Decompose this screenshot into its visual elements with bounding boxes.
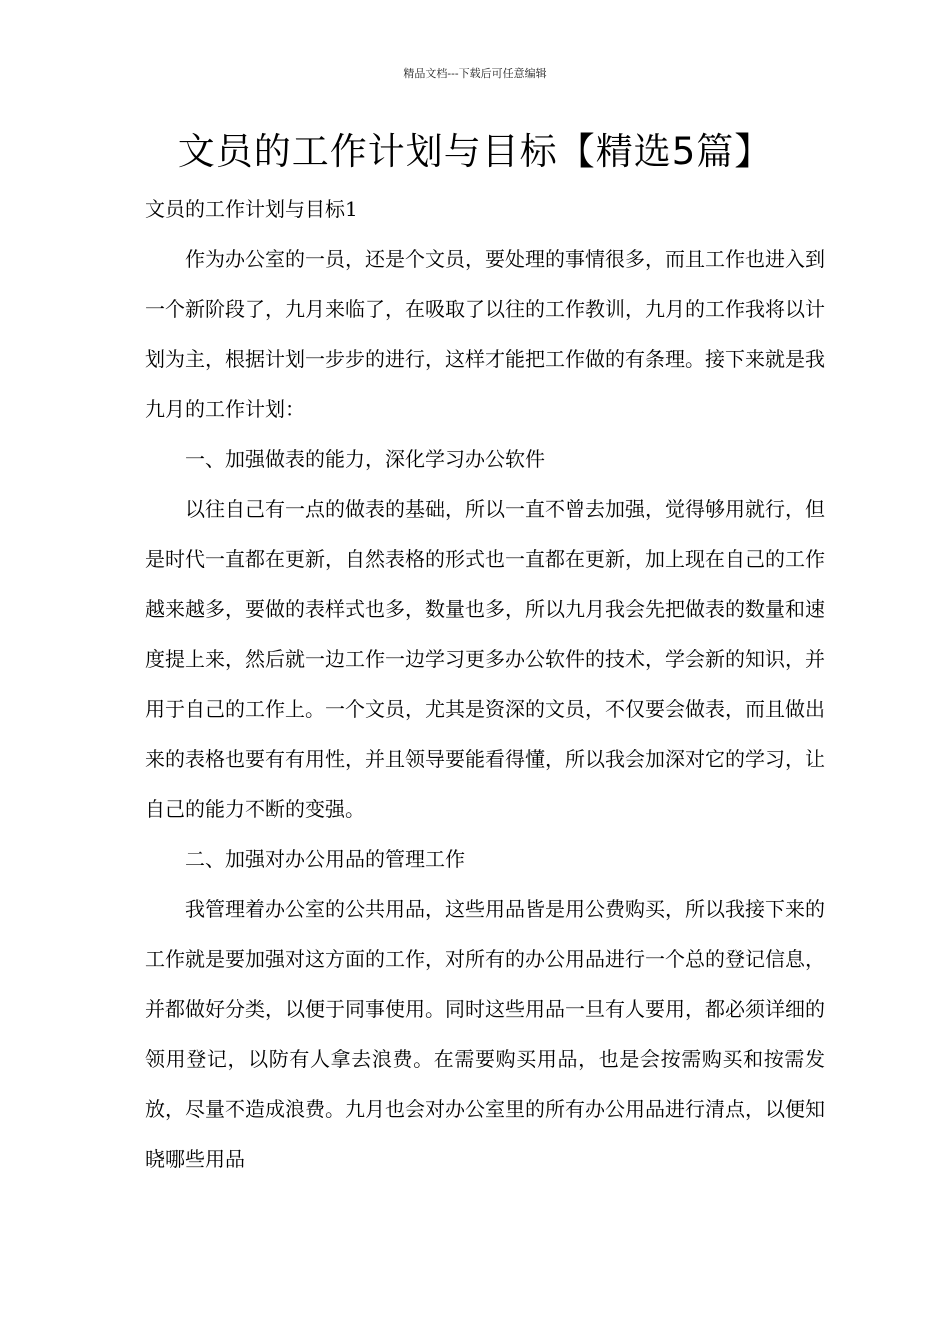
document-title: 文员的工作计划与目标【精选5篇】 (177, 130, 773, 173)
paragraph-intro: 作为办公室的一员，还是个文员，要处理的事情很多，而且工作也进入到一个新阶段了，九月来临了，在吸取了以往的工作教训，九月的工作我将以计划为主，根据计划一步步的进行，这样才能把工作做的有条理。接下来就是我九月的工作计划： (145, 247, 825, 421)
paragraph-1: 以往自己有一点的做表的基础，所以一直不曾去加强，觉得够用就行，但是时代一直都在更新，自然表格的形式也一直都在更新，加上现在自己的工作越来越多，要做的表样式也多，数量也多，所以九月我会先把做表的数量和速度提上来，然后就一边工作一边学习更多办公软件的技术，学会新的知识，并用于自己的工作上。一个文员，尤其是资深的文员，不仅要会做表，而且做出来的表格也要有有用性，并且领导要能看得懂，所以我会加深对它的学习，让自己的能力不断的变强。 (145, 497, 825, 821)
paragraph-2: 我管理着办公室的公共用品，这些用品皆是用公费购买，所以我接下来的工作就是要加强对这方面的工作，对所有的办公用品进行一个总的登记信息，并都做好分类，以便于同事使用。同时这些用品一旦有人要用，都必须详细的领用登记，以防有人拿去浪费。在需要购买用品，也是会按需购买和按需发放，尽量不造成浪费。九月也会对办公室里的所有办公用品进行清点，以便知晓哪些用品 (145, 897, 825, 1171)
section-subtitle: 文员的工作计划与目标1 (145, 197, 358, 221)
section-heading-1: 一、加强做表的能力，深化学习办公软件 (185, 447, 545, 471)
header-note: 精品文档---下载后可任意编辑 (403, 67, 547, 80)
document-body (145, 184, 825, 1184)
section-heading-2: 二、加强对办公用品的管理工作 (185, 847, 465, 871)
